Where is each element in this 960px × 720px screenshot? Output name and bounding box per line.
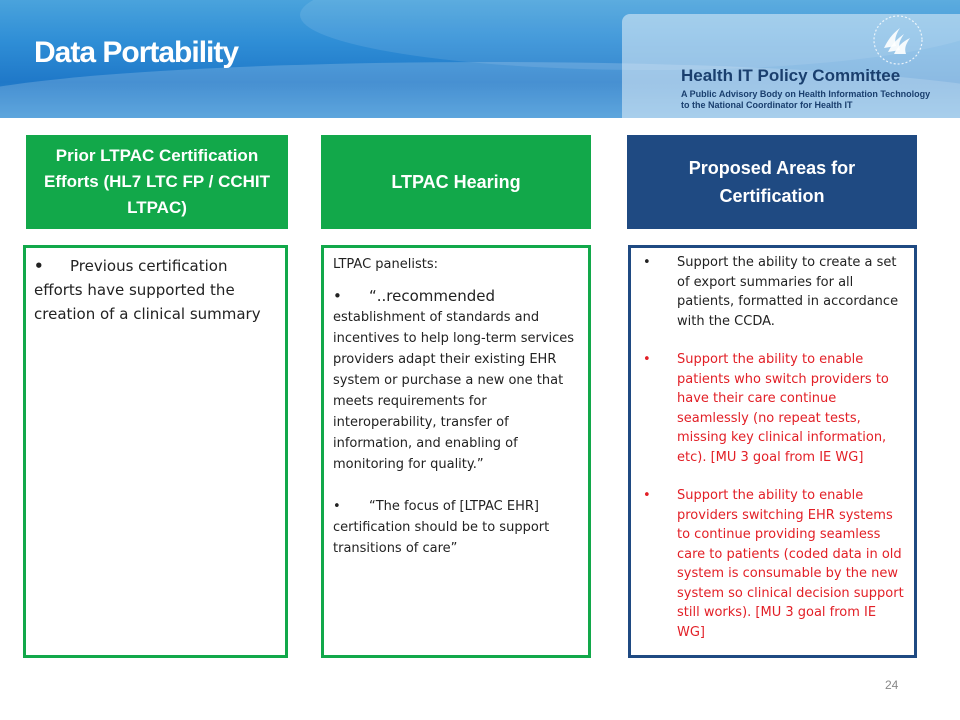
- org-subtitle-line: to the National Coordinator for Health IT: [681, 100, 853, 110]
- column-heading-proposed-areas: [627, 135, 917, 229]
- proposal-text: Support the ability to enable providers switching EHR systems to continue providing seamless care to patients (coded data in old system is consumable by the new system so clinical decision support still works). [MU 3 goal from IE WG]: [677, 488, 904, 640]
- quote-start: [333, 285, 580, 307]
- proposal-item: [639, 486, 908, 642]
- column-heading-text: LTPAC Hearing: [391, 171, 521, 192]
- page-number: 24: [885, 678, 899, 692]
- org-name: Health IT Policy Committee: [681, 66, 901, 85]
- bullet-icon: •: [34, 257, 44, 275]
- org-subtitle: [681, 89, 930, 111]
- column-body-proposed-areas: [628, 245, 917, 658]
- column-heading-text: Proposed Areas for Certification: [688, 158, 856, 206]
- column-body-prior-certification: [23, 245, 288, 658]
- bullet-icon: •: [643, 352, 651, 367]
- proposal-item: [639, 253, 908, 331]
- bullet-icon: •: [333, 287, 342, 305]
- quote-start-text: “..recommended: [369, 287, 496, 305]
- column-heading-ltpac-hearing: [321, 135, 591, 229]
- proposal-text: Support the ability to enable patients who switch providers to have their care continue seamlessly (no repeat tests, missing key clinical information, etc). [MU 3 goal from IE WG]: [677, 352, 889, 465]
- bullet-text: Previous certification efforts have supported the creation of a clinical summary: [34, 257, 261, 323]
- panelists-lead: LTPAC panelists:: [333, 257, 438, 272]
- quote-start: [333, 496, 580, 517]
- bullet-item: [34, 254, 279, 326]
- quote-text: establishment of standards and incentives to help long-term services providers adapt their existing EHR system or purchase a new one that meets requirements for interoperability, transfer of information, and enabling of monitoring for quality.”: [333, 310, 575, 472]
- quote-start-text: “The focus of [LTPAC EHR]: [369, 499, 539, 514]
- hhs-eagle-icon: [870, 14, 926, 66]
- bullet-icon: •: [333, 499, 341, 514]
- column-heading-prior-certification: [26, 135, 288, 229]
- bullet-icon: •: [643, 255, 651, 270]
- slide-title: Data Portability: [34, 36, 239, 69]
- proposal-item: [639, 350, 908, 467]
- column-heading-text: Prior LTPAC Certification Efforts (HL7 LTC FP / CCHIT LTPAC): [43, 146, 271, 217]
- org-subtitle-line: A Public Advisory Body on Health Information Technology: [681, 89, 931, 99]
- bullet-icon: •: [643, 488, 651, 503]
- proposal-text: Support the ability to create a set of export summaries for all patients, formatted in accordance with the CCDA.: [677, 255, 899, 329]
- column-body-ltpac-hearing: [321, 245, 591, 658]
- quote-text: certification should be to support transitions of care”: [333, 520, 550, 556]
- proposal-list: [639, 253, 908, 642]
